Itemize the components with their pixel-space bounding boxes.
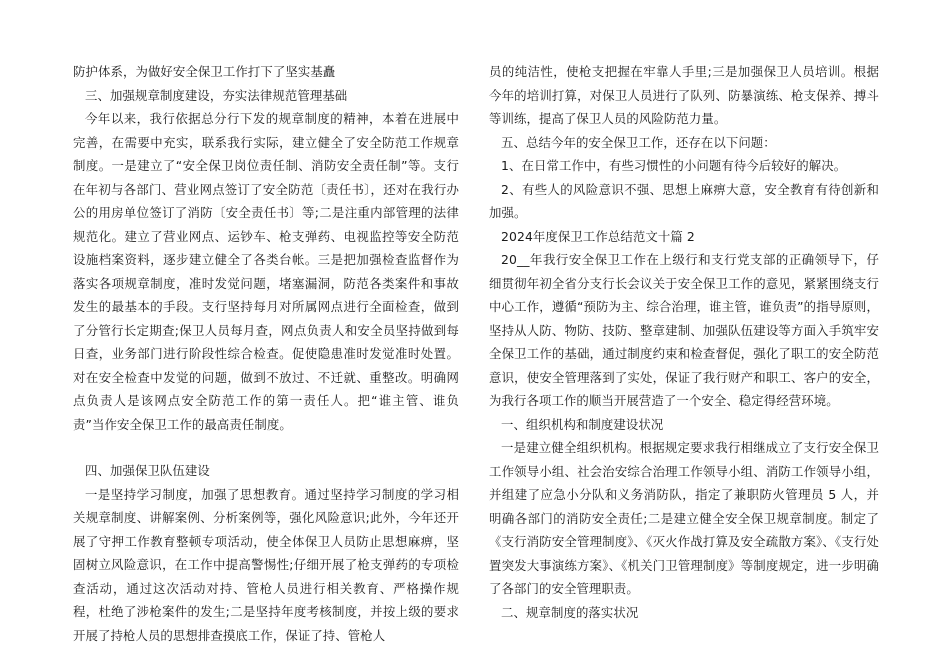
document-subtitle: 2024年度保卫工作总结范文十篇 2	[501, 228, 695, 244]
section-heading-3: 三、加强规章制度建设，夯实法律规范管理基础	[85, 87, 348, 103]
section-heading-4: 四、加强保卫队伍建设	[85, 463, 210, 478]
list-item-2: 2、有些人的风险意识不强、思想上麻痹大意，安全教育有待创新和加强。	[489, 181, 879, 220]
list-item-1: 1、在日常工作中，有些习惯性的小问题有待今后较好的解决。	[501, 158, 847, 173]
paragraph-regulations: 今年以来，我行依据总分行下发的规章制度的精神，本着在进展中完善，在需要中充实，联系我行实际，建立健全了安全防范工作规章制度。一是建立了“安全保卫岗位责任制、消防安全责任制”等。支行在年初与各部门、营业网点签订了安全防范〔责任书〕，还对在我行办公的用房单位签订了消防〔安全责任书〕等;二是注重内部管理的法律规范化。建立了营业网点、运钞车、枪支弹药、电视监控等安全防范设施档案资料，逐步建立健全了各类台帐。三是把加强检查监督作为落实各项规章制度，准时发觉问题，堵塞漏洞，防范各类案件和事故发生的最基本的手段。支行坚持每月对所属网点进行全面检查，做到了分管行长定期查;保卫人员每月查，网点负责人和安全员坚持做到每日查，业务部门进行阶段性综合检查。促使隐患准时发觉准时处置。对在安全检查中发觉的问题，做到不放过、不迁就、重整改。明确网点负责人是该网点安全防范工作的第一责任人。把“谁主管、谁负责”当作安全保卫工作的最高责任制度。	[73, 111, 459, 432]
section-heading-2: 二、规章制度的落实状况	[501, 604, 639, 620]
right-column	[489, 60, 879, 624]
paragraph-organization: 一是建立健全组织机构。根据规定要求我行相继成立了支行安全保卫工作领导小组、社会治安综合治理工作领导小组、消防工作领导小组，并组建了应急小分队和义务消防队，指定了兼职防火管理员 5 人，并明确各部门的消防安全责任;二是建立健全安全保卫规章制度。制定了《支行消防安全管理制度》、《灭火作战打算及安全疏散方案》、《支行处置突发大事演练方案》、《机关门卫管理制度》等制度规定，进一步明确了各部门的安全管理职责。	[489, 440, 879, 596]
paragraph-summary: 20__年我行安全保卫工作在上级行和支行党支部的正确领导下，仔细贯彻年初全省分支行长会议关于安全保卫工作的意见，紧紧围绕支行中心工作，遵循“预防为主、综合治理，谁主管，谁负责”的指导原则，坚持从人防、物防、技防、整章建制、加强队伍建设等方面入手筑牢安全保卫工作的基础，通过制度约束和检查督促，强化了职工的安全防范意识，使安全管理落到了实处，保证了我行财产和职工、客户的安全，为我行各项工作的顺当开展营造了一个安全、稳定得经营环境。	[489, 252, 879, 408]
paragraph-team-building: 一是坚持学习制度，加强了思想教育。通过坚持学习制度的学习相关规章制度、讲解案例、分析案例等，强化风险意识;此外，今年还开展了守押工作教育整顿专项活动，使全体保卫人员防止思想麻痹，坚固树立风险意识，在工作中提高警惕性;仔细开展了枪支弹药的专项检查活动，通过这次活动对持、管枪人员进行相关教育、严格操作规程，杜绝了涉枪案件的发生;二是坚持年度考核制度，并按上级的要求开展了持枪人员的思想排查摸底工作，保证了持、管枪人	[73, 486, 459, 643]
paragraph-continuation: 防护体系，为做好安全保卫工作打下了坚实基矗	[73, 64, 336, 79]
section-heading-1: 一、组织机构和制度建设状况	[501, 416, 664, 432]
paragraph-continuation-right: 员的纯洁性，使枪支把握在牢靠人手里;三是加强保卫人员培训。根据今年的培训打算，对保卫人员进行了队列、防暴演练、枪支保养、搏斗等训练，提高了保卫人员的风险防范力量。	[489, 64, 879, 126]
left-column	[73, 60, 459, 647]
section-heading-5: 五、总结今年的安全保卫工作，还存在以下问题：	[501, 134, 776, 150]
